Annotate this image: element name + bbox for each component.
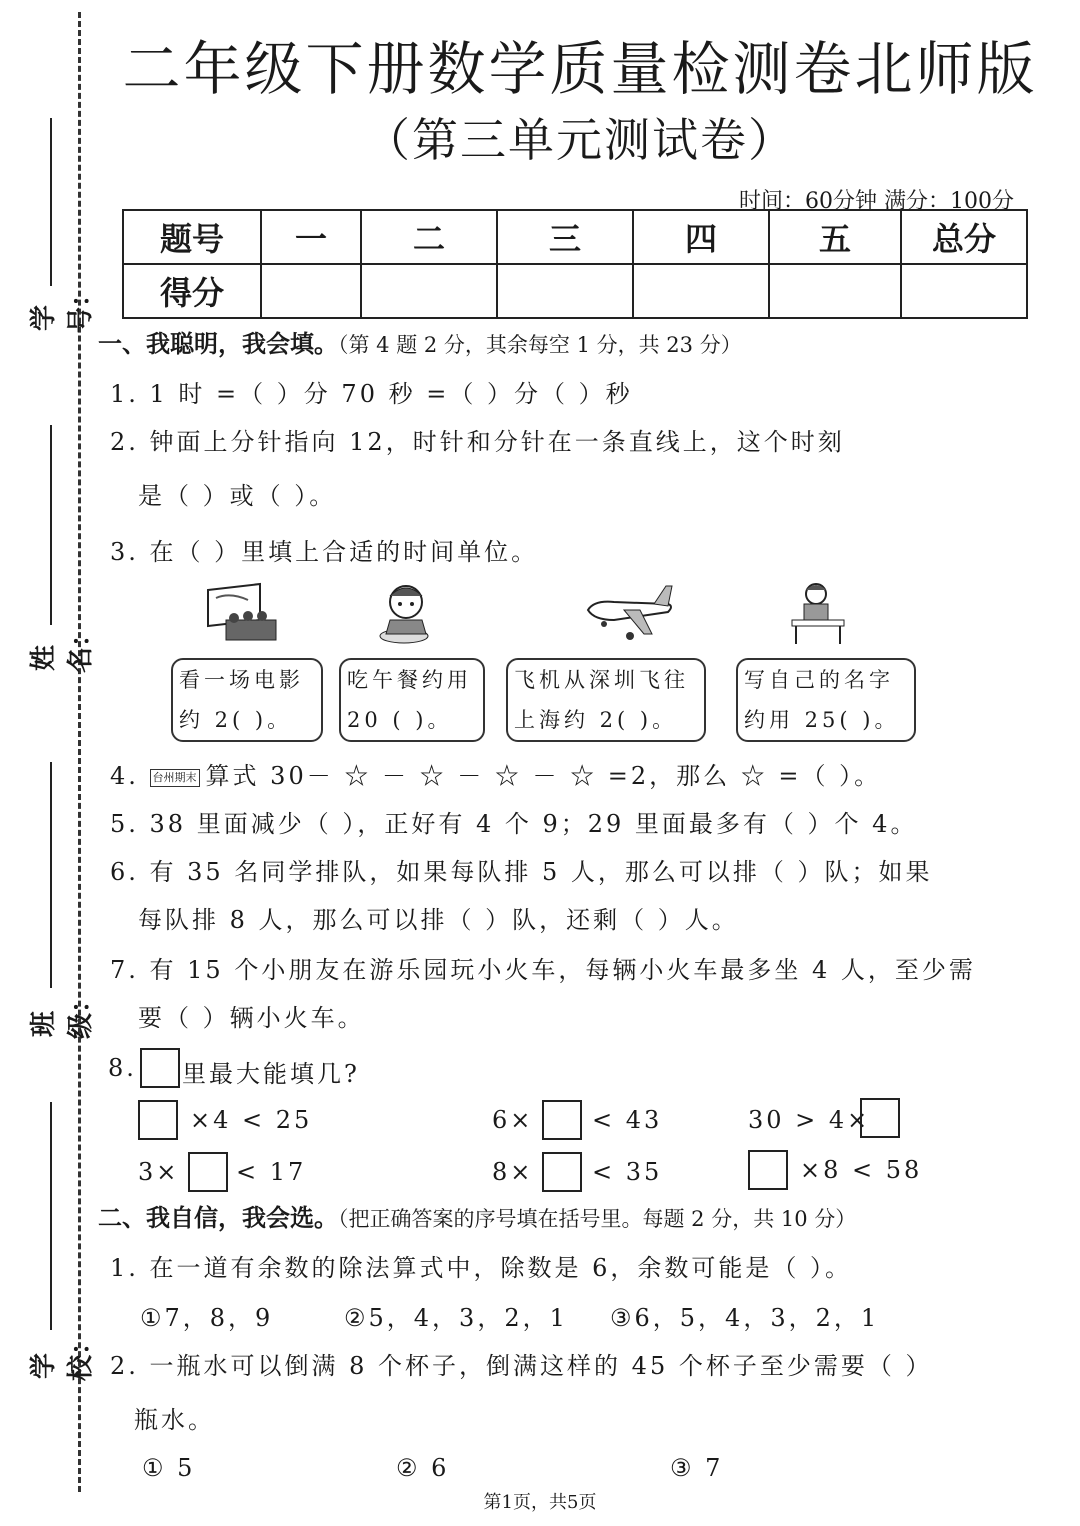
option: ③ 7 (670, 1454, 724, 1482)
question-1-1: 1. 1 时 =（ ）分 70 秒 =（ ）分（ ）秒 (110, 380, 633, 408)
page-footer: 第1页，共5页 (483, 1492, 597, 1513)
table-cell: 题号 (123, 210, 261, 264)
table-cell: 总分 (901, 210, 1027, 264)
question-2-2-line2: 瓶水。 (134, 1406, 215, 1434)
question-1-2-line2: 是（ ）或（ ）。 (138, 482, 337, 510)
score-table-row (123, 264, 1027, 318)
card-line: 写自己的名字 (744, 668, 894, 692)
answer-box[interactable] (188, 1152, 228, 1192)
option: ②5，4，3，2，1 (344, 1304, 568, 1332)
question-1-7-line1: 7. 有 15 个小朋友在游乐园玩小火车，每辆小火车最多坐 4 人，至少需 (110, 956, 976, 984)
boy-eating-icon (370, 580, 440, 646)
movie-theater-icon (200, 580, 284, 646)
answer-box[interactable] (748, 1150, 788, 1190)
table-cell: 二 (361, 210, 497, 264)
question-1-6-line2: 每队排 8 人，那么可以排（ ）队，还剩（ ）人。 (138, 906, 739, 934)
card-line: 上海约 2( )。 (514, 708, 678, 732)
answer-box[interactable] (138, 1100, 178, 1140)
school-line (50, 1102, 52, 1330)
question-1-5: 5. 38 里面减少（ ），正好有 4 个 9；29 里面最多有（ ）个 4。 (110, 810, 918, 838)
score-input-cell[interactable] (633, 264, 769, 318)
question-text: 算式 30－ ☆ － ☆ － ☆ － ☆ =2，那么 ☆ =（ ）。 (205, 762, 882, 790)
card-line: 约用 25( )。 (744, 708, 900, 732)
question-1-6-line1: 6. 有 35 名同学排队，如果每队排 5 人，那么可以排（ ）队；如果 (110, 858, 933, 886)
section-1-title: 一、我聪明，我会填。 (98, 330, 338, 358)
inequality-part: < 17 (236, 1158, 307, 1186)
cut-line (78, 12, 81, 1492)
section-1-note: （第 4 题 2 分，其余每空 1 分，共 23 分） (338, 333, 742, 357)
section-1-heading (98, 324, 742, 359)
score-table-header (123, 210, 1027, 264)
option: ①7，8，9 (140, 1304, 274, 1332)
question-1-7-line2: 要（ ）辆小火车。 (138, 1004, 365, 1032)
table-cell: 一 (261, 210, 361, 264)
score-input-cell[interactable] (361, 264, 497, 318)
card-line: 吃午餐约用 (347, 668, 472, 692)
question-2-1: 1. 在一道有余数的除法算式中，除数是 6，余数可能是（ ）。 (110, 1254, 853, 1282)
time-unit-card-movie (171, 658, 323, 742)
option: ③6，5，4，3，2，1 (610, 1304, 880, 1332)
time-unit-card-flight (506, 658, 706, 742)
school-label: 学校： (29, 1328, 96, 1381)
score-input-cell[interactable] (497, 264, 633, 318)
question-1-8-text: 里最大能填几? (182, 1060, 360, 1088)
question-1-4 (110, 756, 881, 791)
source-tag: 台州期末 (150, 769, 200, 787)
student-id-label: 学号： (29, 280, 96, 333)
question-1-2-line1: 2. 钟面上分针指向 12，时针和分针在一条直线上，这个时刻 (110, 428, 845, 456)
answer-box[interactable] (140, 1048, 180, 1088)
answer-box[interactable] (542, 1100, 582, 1140)
card-line: 看一场电影 (179, 668, 304, 692)
inequality-part: 8× (492, 1158, 534, 1186)
score-input-cell[interactable] (769, 264, 901, 318)
page-title: 二年级下册数学质量检测卷北师版 (122, 35, 1038, 103)
class-label: 班级： (29, 986, 96, 1039)
name-label: 姓名： (29, 620, 96, 673)
option: ① 5 (142, 1454, 196, 1482)
card-line: 飞机从深圳飞往 (514, 668, 689, 692)
card-line: 20 ( )。 (347, 708, 453, 732)
airplane-icon (584, 580, 676, 646)
score-input-cell[interactable] (261, 264, 361, 318)
inequality-part: < 43 (592, 1106, 663, 1134)
table-cell: 五 (769, 210, 901, 264)
score-table (122, 209, 1028, 319)
inequality-part: < 35 (592, 1158, 663, 1186)
inequality-part: ×4 < 25 (190, 1106, 313, 1134)
section-2-note: （把正确答案的序号填在括号里。每题 2 分，共 10 分） (338, 1207, 857, 1231)
inequality-part: ×8 < 58 (800, 1156, 923, 1184)
section-2-heading (98, 1198, 856, 1233)
answer-box[interactable] (542, 1152, 582, 1192)
question-1-8-number: 8. (108, 1054, 137, 1082)
child-writing-icon (788, 580, 848, 646)
time-unit-card-lunch (339, 658, 485, 742)
question-2-2-line1: 2. 一瓶水可以倒满 8 个杯子，倒满这样的 45 个杯子至少需要（ ） (110, 1352, 933, 1380)
answer-box[interactable] (860, 1098, 900, 1138)
time-unit-card-name (736, 658, 916, 742)
table-cell: 得分 (123, 264, 261, 318)
page-subtitle: （第三单元测试卷） (364, 113, 796, 167)
question-number: 4. (110, 762, 139, 790)
time-info: 时间：60分钟 满分：100分 (739, 189, 1014, 214)
table-cell: 三 (497, 210, 633, 264)
section-2-title: 二、我自信，我会选。 (98, 1204, 338, 1232)
inequality-part: 3× (138, 1158, 180, 1186)
option: ② 6 (396, 1454, 450, 1482)
inequality-part: 6× (492, 1106, 534, 1134)
inequality-part: 30 > 4× (748, 1106, 871, 1134)
table-cell: 四 (633, 210, 769, 264)
name-line (50, 425, 52, 625)
class-line (50, 762, 52, 988)
question-1-3: 3. 在（ ）里填上合适的时间单位。 (110, 538, 539, 566)
score-input-cell[interactable] (901, 264, 1027, 318)
card-line: 约 2( )。 (179, 708, 293, 732)
